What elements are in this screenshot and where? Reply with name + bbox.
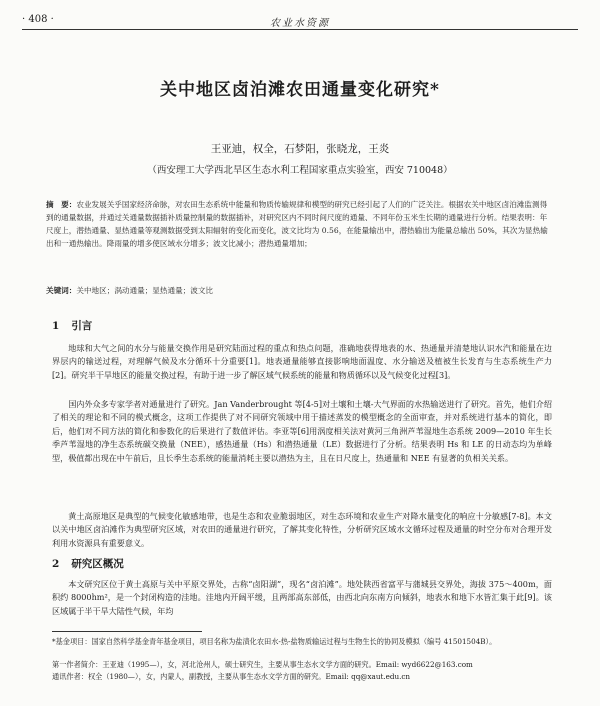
keywords <box>46 285 554 296</box>
section-number: 2 <box>52 558 60 570</box>
keywords-label: 关键词： <box>46 286 77 295</box>
section-title: 研究区概况 <box>71 558 124 570</box>
header-rule <box>22 29 578 30</box>
keywords-text: 关中地区；涡动通量；显热通量；波文比 <box>76 286 214 295</box>
abstract <box>46 198 554 250</box>
author-list: 王亚迪，权全，石梦阳，张晓龙，王炎 <box>210 143 390 155</box>
paper-title: 关中地区卤泊滩农田通量变化研究* <box>160 80 440 100</box>
body-paragraph: 本文研究区位于黄土高原与关中平原交界处，古称“卤阳湖”，现名“卤泊滩”。地处陕西省富平与蒲城县交界处，海拔 375～400m，面积约 8000hm²，是一个封闭构造的洼地。洼地内开阔平缓，且两部高东部低，由西北向东南方向倾斜，地表水和地下水皆汇集于此[9]。该区域属于半干旱大陆性气候，年均 <box>52 579 552 616</box>
footnote-corresponding-author: 通讯作者：权全（1980—），女，内蒙人，副教授，主要从事生态水文学方面的研究。Email: qq@xaut.edu.cn <box>52 672 411 681</box>
body-paragraph: 黄土高原地区是典型的气候变化敏感地带，也是生态和农业脆弱地区，对生态环境和农业生产对降水量变化的响应十分敏感[7-8]。本文以关中地区卤泊滩作为典型研究区域，对农田的通量进行研究，了解其变化特性，分析研究区域水文循环过程及通量的时空分布对合理开发利用水资源具有重要意义。 <box>52 511 552 548</box>
page-number: · 408 · <box>22 14 54 25</box>
footnote-first-author: 第一作者简介：王亚迪（1995—），女，河北沧州人，硕士研究生，主要从事生态水文学方面的研究。Email: wyd6622@163.com <box>52 660 473 669</box>
journal-name: 农业水资源 <box>270 18 330 29</box>
section-heading-introduction <box>52 318 92 333</box>
affiliation: （西安理工大学西北旱区生态水利工程国家重点实验室，西安 710048） <box>147 165 453 176</box>
section-title: 引言 <box>71 320 93 332</box>
section-number: 1 <box>52 320 60 332</box>
body-paragraph: 地球和大气之间的水分与能量交换作用是研究陆面过程的重点和热点问题，准确地获得地表的水、热通量并清楚地认识水汽和能量在边界层内的输送过程，对理解气候及水分循环十分重要[1]。地表通量能够直接影响地面温度、水分输送及植被生长发育与生态系统生产力[2]。研究半干旱地区的能量交换过程，有助于进一步了解区域气候系统的能量和物质循环以及气候变化过程[3]。 <box>52 343 552 380</box>
abstract-text: 农业发展关乎国家经济命脉，对农田生态系统中能量和物质传输规律和模型的研究已经引起了人们的广泛关注。根据农关中地区卤泊滩监测得到的通量数据，并通过关通量数据插补质量控制量的数据插补，对研究区内不同时间尺度的通量、不同年份玉米生长期的通量进行分析。结果表明：年尺度上，潜热通量、显热通量等观测数据受到太阳辐射的变化而变化，波文比均为 0.56，在能量输出中，潜热输出为能量总输出 50%，其次为显热输出和一通热输出。降雨量的增多使区域水分增多；波文比减小；潜热通量增加； <box>46 200 548 248</box>
section-heading-study-area <box>52 556 124 571</box>
footnote-rule <box>52 631 202 632</box>
running-header <box>22 12 578 30</box>
abstract-label: 摘 要： <box>46 200 77 209</box>
footnote-funding: *基金项目：国家自然科学基金青年基金项目，项目名称为盐渍化农田水-热-盐物质输运过程与生物生长的协同及模拟（编号 41501504B）。 <box>52 637 497 646</box>
body-paragraph: 国内外众多专家学者对通量进行了研究。Jan Vanderbrought 等[4-5]对土壤和土壤-大气界面的水热输送进行了研究。首先，他们介绍了相关的理论和不同的模式概念，这项工作提供了对不同研究领域中用于描述蒸发的模型概念的全面审查，并对系统进行基本的简化，即后，他们对不同方法的简化和参数化的后果进行了数值评估。李亚等[6]用涡度相关法对黄河三角洲芦苇湿地生态系统 2009—2010 年生长季芦苇湿地的净生态系统碳交换量（NEE），感热通量（Hs）和潜热通量（LE）数据进行了分析。结果表明 Hs 和 LE 的日动态均为单峰型，极值都出现在中午前后，且长季生态系统的能量消耗主要以潜热为主，且在日尺度上，热通量和 NEE 有显著的负相关关系。 <box>52 399 552 463</box>
